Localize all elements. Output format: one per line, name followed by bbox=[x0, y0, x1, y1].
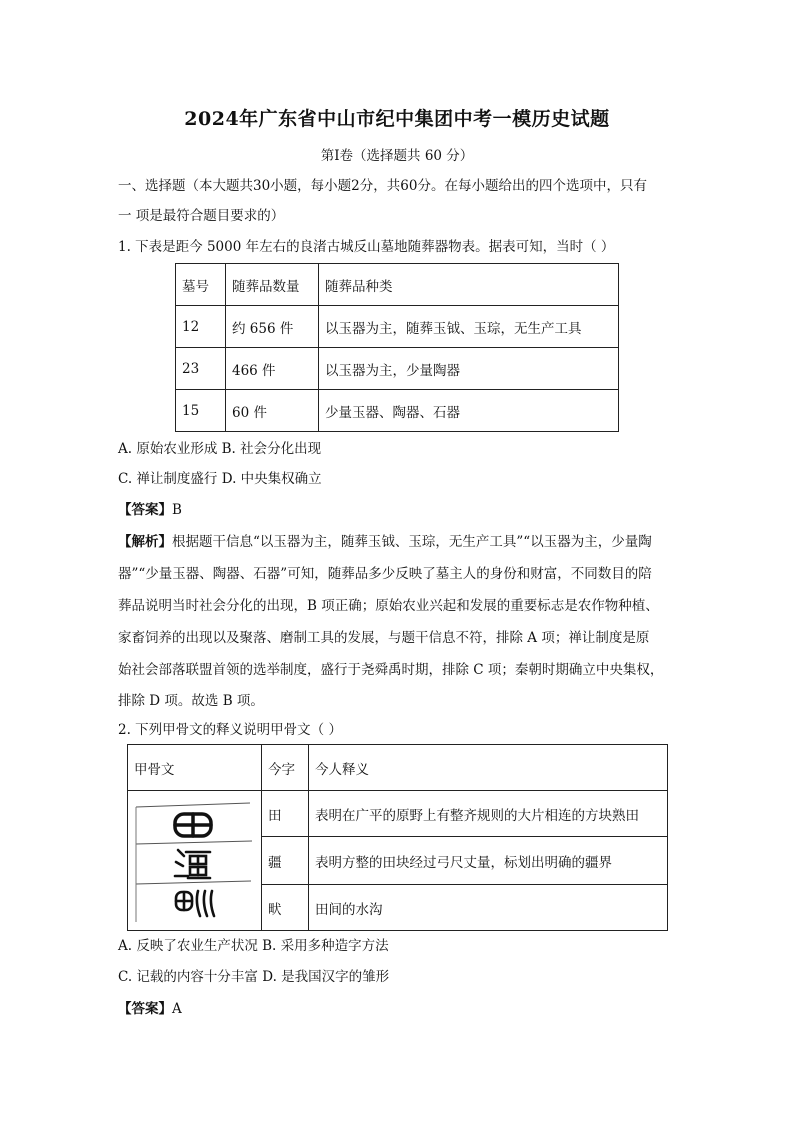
answer-value: A bbox=[172, 1001, 182, 1017]
oracle-bone-image-cell bbox=[128, 791, 262, 931]
page-subtitle: 第Ⅰ卷（选择题共 60 分） bbox=[320, 148, 474, 164]
table-cell: 15 bbox=[176, 390, 226, 432]
oracle-bone-glyphs-image bbox=[128, 792, 261, 929]
question-1-analysis-line: 家畜饲养的出现以及聚落、磨制工具的发展，与题干信息不符，排除 A 项；禅让制度是原 bbox=[118, 630, 650, 646]
question-1-analysis-line: 始社会部落联盟首领的选举制度，盛行于尧舜禹时期，排除 C 项；秦朝时期确立中央集权， bbox=[118, 662, 664, 678]
table-cell: 田 bbox=[262, 791, 309, 837]
table-header-cell: 随葬品种类 bbox=[319, 264, 619, 306]
section-intro-line-1: 一、选择题（本大题共30小题，每小题2分，共60分。在每小题给出的四个选项中，只有 bbox=[118, 178, 647, 194]
table-cell: 疆 bbox=[262, 837, 309, 885]
analysis-text: 根据题干信息“以玉器为主，随葬玉钺、玉琮，无生产工具”“以玉器为主，少量陶 bbox=[172, 534, 652, 550]
table-cell: 23 bbox=[176, 348, 226, 390]
question-1-analysis-line: 葬品说明当时社会分化的出现，B 项正确；原始农业兴起和发展的重要标志是农作物种植、 bbox=[118, 598, 659, 614]
question-2-stem: 2. 下列甲骨文的释义说明甲骨文（ ） bbox=[118, 722, 342, 738]
question-1-answer bbox=[118, 500, 182, 520]
table-header-cell: 今人释义 bbox=[309, 745, 668, 791]
table-cell: 以玉器为主，少量陶器 bbox=[319, 348, 619, 390]
answer-label: 【答案】 bbox=[118, 502, 172, 518]
question-1-analysis-line: 器”“少量玉器、陶器、石器”可知，随葬品多少反映了墓主人的身份和财富，不同数目的陪 bbox=[118, 566, 652, 582]
table-cell: 田间的水沟 bbox=[309, 885, 668, 931]
question-1-analysis-line bbox=[118, 532, 652, 552]
table-cell: 以玉器为主，随葬玉钺、玉琮，无生产工具 bbox=[319, 306, 619, 348]
question-2-table bbox=[127, 744, 668, 931]
table-header-row bbox=[176, 264, 619, 306]
section-intro-line-2: 一 项是最符合题目要求的） bbox=[118, 208, 285, 224]
question-1-analysis-line: 排除 D 项。故选 B 项。 bbox=[118, 693, 264, 709]
table-row bbox=[176, 306, 619, 348]
table-header-row bbox=[128, 745, 668, 791]
question-1-options-line-1: A. 原始农业形成 B. 社会分化出现 bbox=[118, 441, 322, 457]
table-cell: 12 bbox=[176, 306, 226, 348]
table-cell: 表明在广平的原野上有整齐规则的大片相连的方块熟田 bbox=[309, 791, 668, 837]
answer-value: B bbox=[172, 502, 182, 518]
question-1-table bbox=[175, 263, 619, 432]
question-1-options-line-2: C. 禅让制度盛行 D. 中央集权确立 bbox=[118, 471, 322, 487]
table-header-cell: 随葬品数量 bbox=[226, 264, 319, 306]
question-2-options-line-2: C. 记载的内容十分丰富 D. 是我国汉字的雏形 bbox=[118, 969, 390, 985]
table-cell: 60 件 bbox=[226, 390, 319, 432]
question-1-stem: 1. 下表是距今 5000 年左右的良渚古城反山墓地随葬器物表。据表可知，当时（ ） bbox=[118, 239, 615, 255]
table-header-cell: 今字 bbox=[262, 745, 309, 791]
table-cell: 466 件 bbox=[226, 348, 319, 390]
oracle-bone-image bbox=[128, 792, 261, 929]
table-header-cell: 甲骨文 bbox=[128, 745, 262, 791]
analysis-label: 【解析】 bbox=[118, 534, 172, 550]
table-cell: 畎 bbox=[262, 885, 309, 931]
page-title: 2024年广东省中山市纪中集团中考一模历史试题 bbox=[184, 108, 610, 130]
table-row bbox=[176, 390, 619, 432]
question-2-options-line-1: A. 反映了农业生产状况 B. 采用多种造字方法 bbox=[118, 938, 389, 954]
table-row bbox=[176, 348, 619, 390]
answer-label: 【答案】 bbox=[118, 1001, 172, 1017]
question-2-answer bbox=[118, 999, 182, 1019]
table-cell: 少量玉器、陶器、石器 bbox=[319, 390, 619, 432]
table-row bbox=[128, 791, 668, 837]
table-cell: 约 656 件 bbox=[226, 306, 319, 348]
table-cell: 表明方整的田块经过弓尺丈量，标划出明确的疆界 bbox=[309, 837, 668, 885]
table-header-cell: 墓号 bbox=[176, 264, 226, 306]
